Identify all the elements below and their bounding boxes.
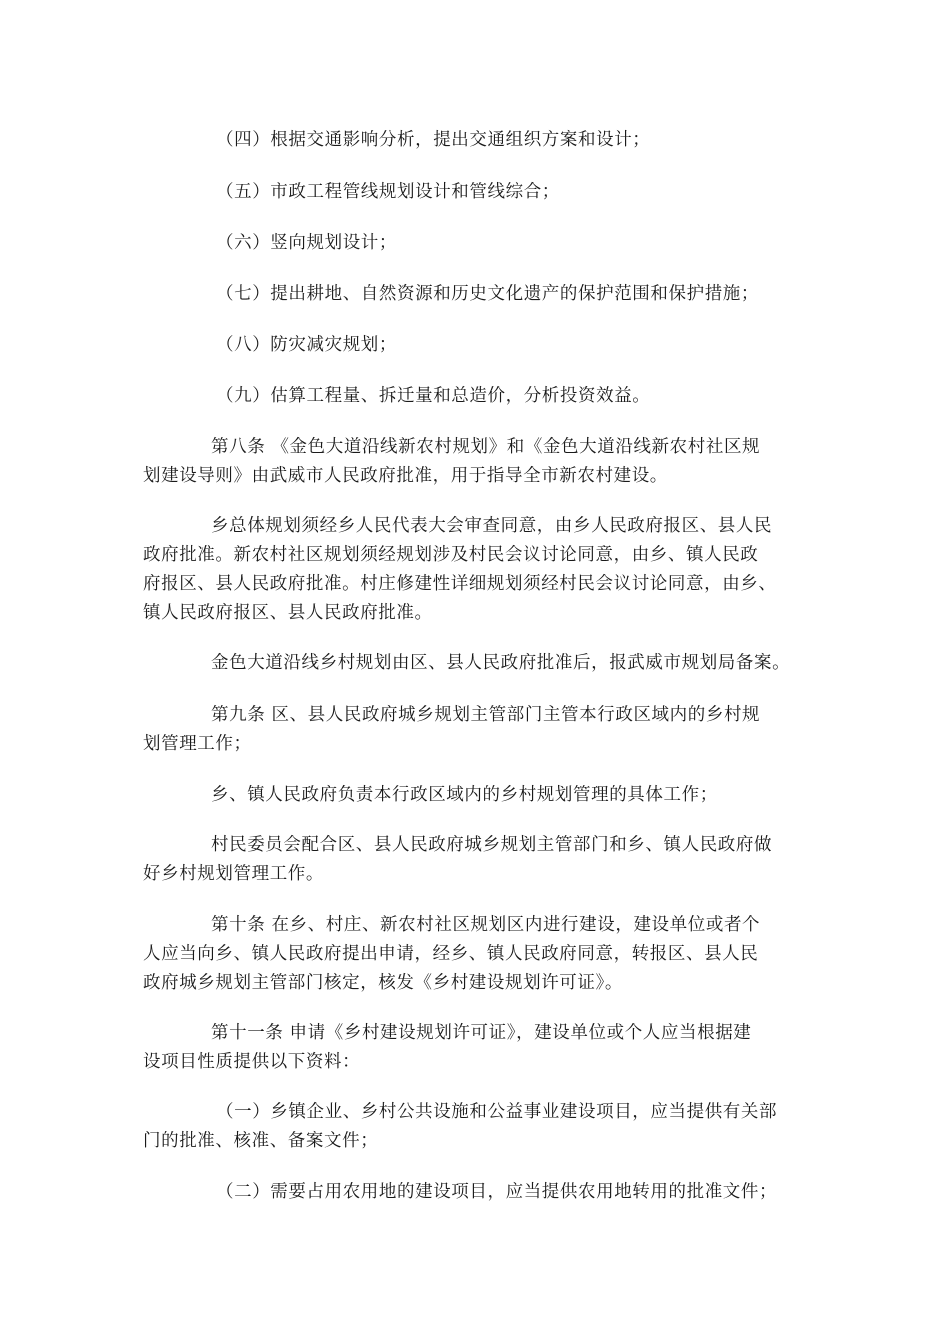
text-line: 政府城乡规划主管部门核定，核发《乡村建设规划许可证》。: [143, 973, 623, 993]
list-item-8: [143, 331, 823, 360]
list-item-7: [143, 280, 823, 309]
text-line: （五）市政工程管线规划设计和管线综合；: [216, 182, 560, 202]
text-line: 政府批准。新农村社区规划须经规划涉及村民会议讨论同意，由乡、镇人民政: [143, 545, 759, 565]
article-9-paragraph-2: [143, 781, 823, 810]
list-item-4: [143, 126, 823, 155]
text-line: 第十条 在乡、村庄、新农村社区规划区内进行建设，建设单位或者个: [211, 915, 761, 935]
article-8: [143, 433, 823, 491]
text-line: （九）估算工程量、拆迁量和总造价，分析投资效益。: [216, 386, 651, 406]
article-9-paragraph-3: [143, 831, 823, 889]
text-line: 好乡村规划管理工作。: [143, 864, 324, 884]
text-line: 划建设导则》由武威市人民政府批准，用于指导全市新农村建设。: [143, 466, 668, 486]
list-item-6: [143, 229, 823, 258]
article-8-paragraph-2: [143, 512, 823, 628]
text-line: （八）防灾减灾规划；: [216, 335, 397, 355]
list-item-5: [143, 178, 823, 207]
text-line: 镇人民政府报区、县人民政府批准。: [143, 603, 433, 623]
text-line: （六）竖向规划设计；: [216, 233, 397, 253]
article-11-item-1: [143, 1098, 823, 1156]
text-line: 第八条 《金色大道沿线新农村规划》和《金色大道沿线新农村社区规: [211, 437, 761, 457]
text-line: 第九条 区、县人民政府城乡规划主管部门主管本行政区域内的乡村规: [211, 705, 761, 725]
text-line: 村民委员会配合区、县人民政府城乡规划主管部门和乡、镇人民政府做: [211, 835, 773, 855]
text-line: （一）乡镇企业、乡村公共设施和公益事业建设项目，应当提供有关部: [216, 1102, 778, 1122]
article-11-item-2: [143, 1178, 823, 1207]
article-8-paragraph-3: [143, 649, 823, 678]
text-line: 第十一条 申请《乡村建设规划许可证》，建设单位或个人应当根据建: [211, 1023, 752, 1043]
text-line: 金色大道沿线乡村规划由区、县人民政府批准后，报武威市规划局备案。: [211, 653, 791, 673]
article-11: [143, 1019, 823, 1077]
list-item-9: [143, 382, 823, 411]
text-line: （七）提出耕地、自然资源和历史文化遗产的保护范围和保护措施；: [216, 284, 759, 304]
text-line: （四）根据交通影响分析，提出交通组织方案和设计；: [216, 130, 651, 150]
text-line: 人应当向乡、镇人民政府提出申请，经乡、镇人民政府同意，转报区、县人民: [143, 944, 759, 964]
text-line: 乡、镇人民政府负责本行政区域内的乡村规划管理的具体工作；: [211, 785, 718, 805]
text-line: 划管理工作；: [143, 734, 252, 754]
text-line: 府报区、县人民政府批准。村庄修建性详细规划须经村民会议讨论同意，由乡、: [143, 574, 777, 594]
text-line: （二）需要占用农用地的建设项目，应当提供农用地转用的批准文件；: [216, 1182, 778, 1202]
article-9: [143, 701, 823, 759]
text-line: 设项目性质提供以下资料：: [143, 1052, 361, 1072]
text-line: 乡总体规划须经乡人民代表大会审查同意，由乡人民政府报区、县人民: [211, 516, 773, 536]
article-10: [143, 911, 823, 998]
text-line: 门的批准、核准、备案文件；: [143, 1131, 379, 1151]
